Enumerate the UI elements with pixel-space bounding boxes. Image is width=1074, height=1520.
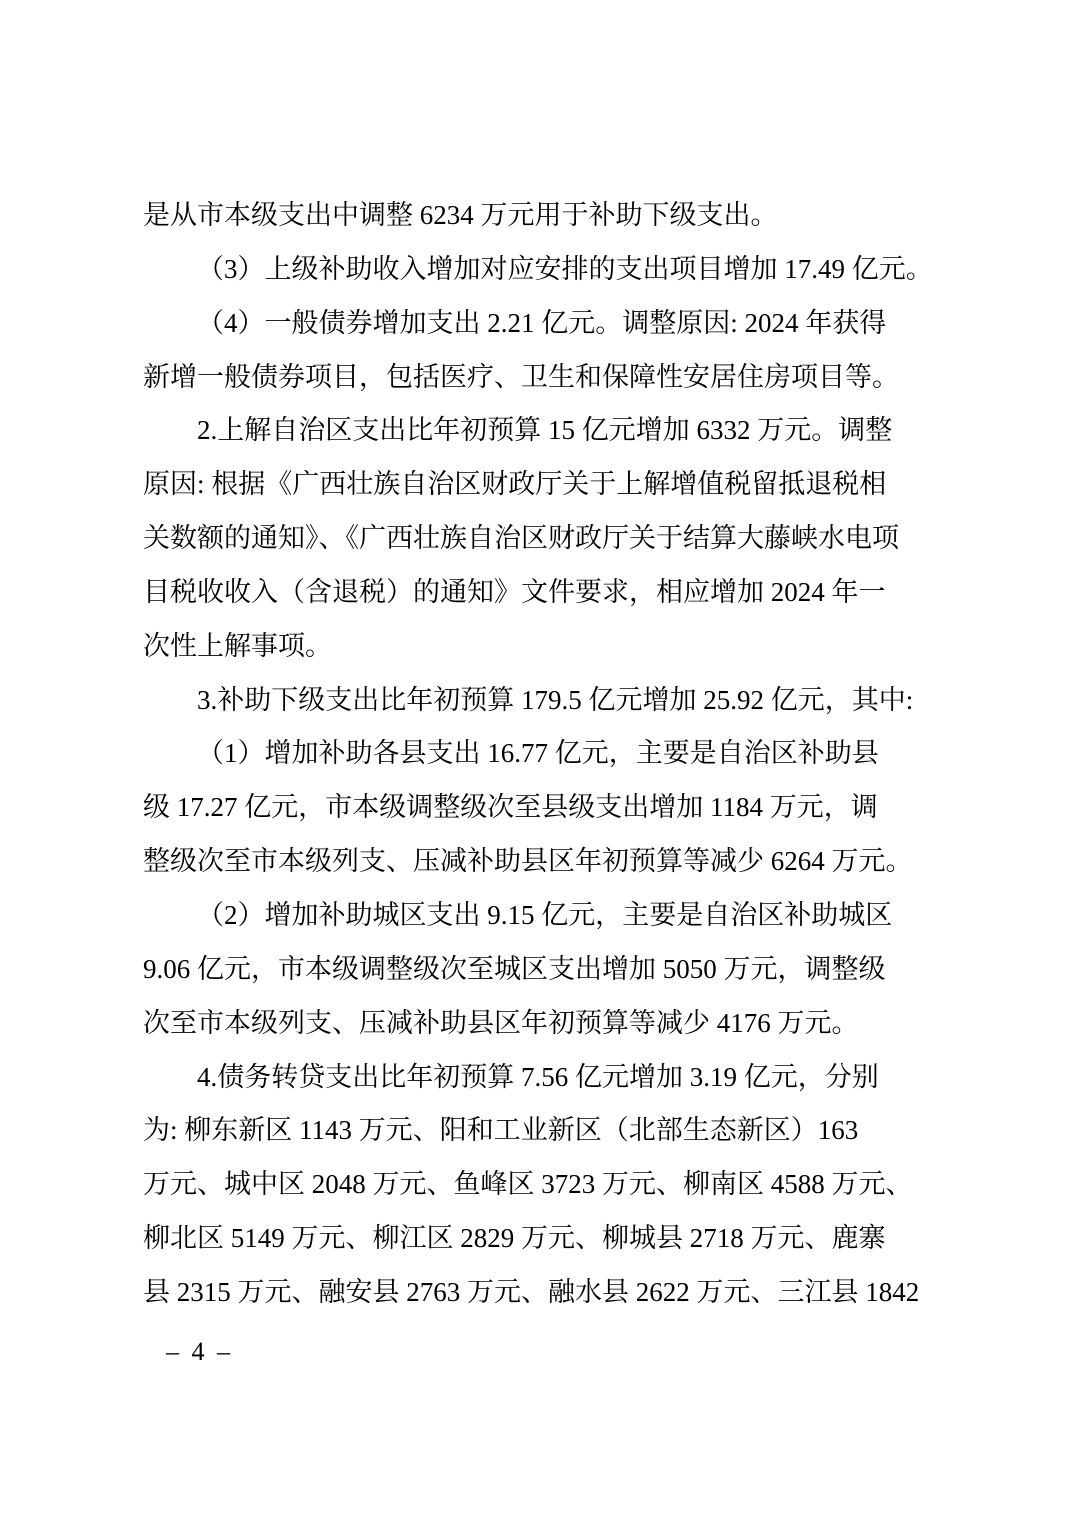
text-line: 3.补助下级支出比年初预算 179.5 亿元增加 25.92 亿元，其中:: [197, 684, 914, 715]
text-line: 为: 柳东新区 1143 万元、阳和工业新区（北部生态新区）163: [143, 1115, 859, 1146]
text-line: 县 2315 万元、融安县 2763 万元、融水县 2622 万元、三江县 1842: [143, 1276, 920, 1307]
text-line: 万元、城中区 2048 万元、鱼峰区 3723 万元、柳南区 4588 万元、: [143, 1169, 913, 1200]
text-line: 关数额的通知》、《广西壮族自治区财政厅关于结算大藤峡水电项: [143, 523, 899, 554]
text-line: 柳北区 5149 万元、柳江区 2829 万元、柳城县 2718 万元、鹿寨: [143, 1223, 886, 1254]
text-line: 4.债务转贷支出比年初预算 7.56 亿元增加 3.19 亿元，分别: [197, 1061, 879, 1092]
text-line: 2.上解自治区支出比年初预算 15 亿元增加 6332 万元。调整: [197, 415, 893, 446]
text-line: （1）增加补助各县支出 16.77 亿元，主要是自治区补助县: [197, 738, 879, 769]
page-number: – 4 –: [166, 1337, 233, 1366]
text-line: 是从市本级支出中调整 6234 万元用于补助下级支出。: [143, 200, 778, 230]
text-line: 9.06 亿元，市本级调整级次至城区支出增加 5050 万元，调整级: [143, 953, 886, 984]
text-line: 整级次至市本级列支、压减补助县区年初预算等减少 6264 万元。: [143, 846, 913, 877]
text-line: 次至市本级列支、压减补助县区年初预算等减少 4176 万元。: [143, 1007, 859, 1038]
document-body: [143, 189, 940, 1320]
text-line: （4）一般债券增加支出 2.21 亿元。调整原因: 2024 年获得: [197, 307, 887, 338]
text-line: 新增一般债券项目，包括医疗、卫生和保障性安居住房项目等。: [143, 361, 899, 392]
text-line: （2）增加补助城区支出 9.15 亿元，主要是自治区补助城区: [197, 899, 893, 930]
text-line: （3）上级补助收入增加对应安排的支出项目增加 17.49 亿元。: [197, 253, 933, 284]
text-line: 级 17.27 亿元，市本级调整级次至县级支出增加 1184 万元，调: [143, 792, 878, 823]
text-line: 次性上解事项。: [143, 630, 332, 661]
text-line: 目税收收入（含退税）的通知》文件要求，相应增加 2024 年一: [143, 576, 886, 607]
text-line: 原因: 根据《广西壮族自治区财政厅关于上解增值税留抵退税相: [143, 469, 887, 500]
